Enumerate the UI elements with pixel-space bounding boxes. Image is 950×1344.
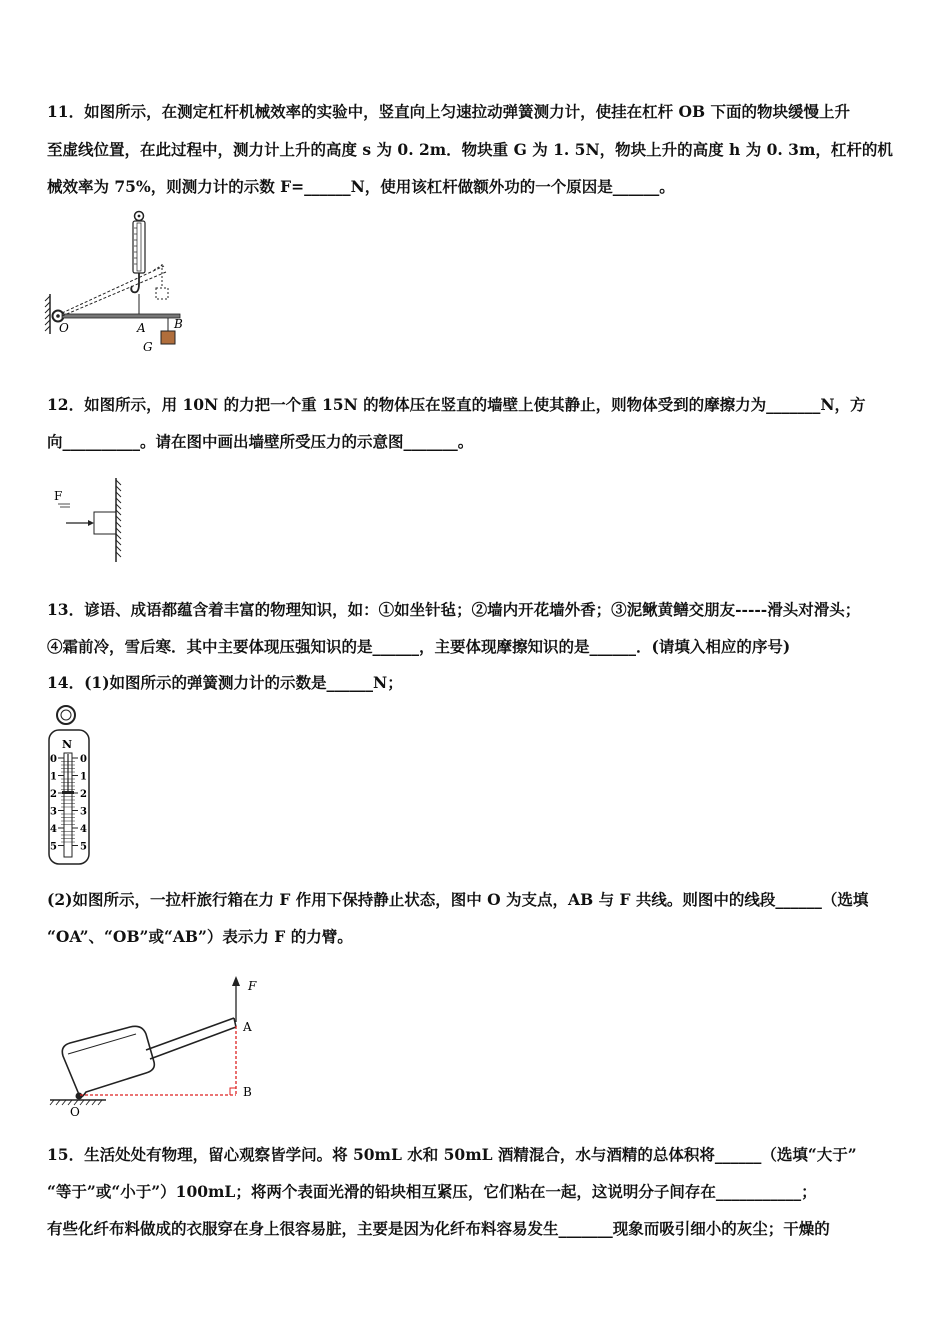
label-b: B [174, 317, 183, 331]
q12-line-2: 向__________。请在图中画出墙壁所受压力的示意图_______。 [47, 432, 474, 451]
lever-figure [44, 206, 204, 358]
scale-label-left: 5 [50, 841, 57, 853]
q14-line-1: 14．(1)如图所示的弹簧测力计的示数是______N； [47, 673, 403, 692]
label-o: O [59, 321, 69, 335]
q15-line-3: 有些化纤布料做成的衣服穿在身上很容易脏，主要是因为化纤布料容易发生_______现象而吸引细小的灰尘；干燥的 [47, 1219, 830, 1238]
label-a: A [137, 321, 146, 335]
scale-label-right: 5 [80, 841, 87, 853]
label-force-f: F [54, 489, 63, 503]
scale-label-left: 1 [50, 771, 57, 783]
scale-label-right: 2 [80, 789, 87, 800]
q14-part2-line-2: “OA”、“OB”或“AB”）表示力 F 的力臂。 [47, 927, 353, 946]
scale-label-right: 3 [80, 806, 87, 818]
scale-label-left: 2 [50, 789, 57, 800]
q11-line-3: 械效率为 75%，则测力计的示数 F=______N，使用该杠杆做额外功的一个原因是______。 [47, 177, 675, 196]
q14-part2-line-1: (2)如图所示，一拉杆旅行箱在力 F 作用下保持静止状态，图中 O 为支点，AB 与 F 共线。则图中的线段______（选填 [47, 890, 869, 909]
q13-line-1: 13．谚语、成语都蕴含着丰富的物理知识，如：①如坐针毡；②墙内开花墙外香；③泥鳅黄鳝交朋友-----滑头对滑头； [47, 600, 861, 619]
q15-line-1: 15．生活处处有物理，留心观察皆学问。将 50mL 水和 50mL 酒精混合，水与酒精的总体积将______（选填“大于” [47, 1145, 857, 1164]
label-o: O [70, 1105, 80, 1119]
scale-label-right: 0 [80, 754, 87, 765]
scale-label-left: 0 [50, 754, 57, 765]
scale-label-right: 4 [80, 824, 87, 835]
scale-label-right: 1 [80, 771, 87, 783]
label-g: G [143, 340, 153, 354]
q13-line-2: ④霜前冷，雪后寒．其中主要体现压强知识的是______，主要体现摩擦知识的是______．(请填入相应的序号) [47, 637, 791, 656]
q11-line-1: 11．如图所示，在测定杠杆机械效率的实验中，竖直向上匀速拉动弹簧测力计，使挂在杠杆 OB 下面的物块缓慢上升 [47, 102, 850, 121]
q11-line-2: 至虚线位置，在此过程中，测力计上升的高度 s 为 0. 2m．物块重 G 为 1. 5N，物块上升的高度 h 为 0. 3m，杠杆的机 [47, 140, 893, 159]
scale-unit: N [62, 738, 73, 751]
scale-label-left: 3 [50, 806, 57, 818]
q12-line-1: 12．如图所示，用 10N 的力把一个重 15N 的物体压在竖直的墙壁上使其静止，则物体受到的摩擦力为_______N，方 [47, 395, 866, 414]
label-a: A [243, 1020, 252, 1034]
suitcase-figure [46, 974, 276, 1120]
label-b: B [243, 1085, 252, 1099]
label-f: F [248, 979, 257, 993]
wall-block-figure [50, 476, 130, 566]
spring-scale-figure [46, 703, 96, 866]
q15-line-2: “等于”或“小于”）100mL；将两个表面光滑的铅块相互紧压，它们粘在一起，这说明分子间存在___________； [47, 1182, 817, 1201]
scale-label-left: 4 [50, 824, 57, 835]
